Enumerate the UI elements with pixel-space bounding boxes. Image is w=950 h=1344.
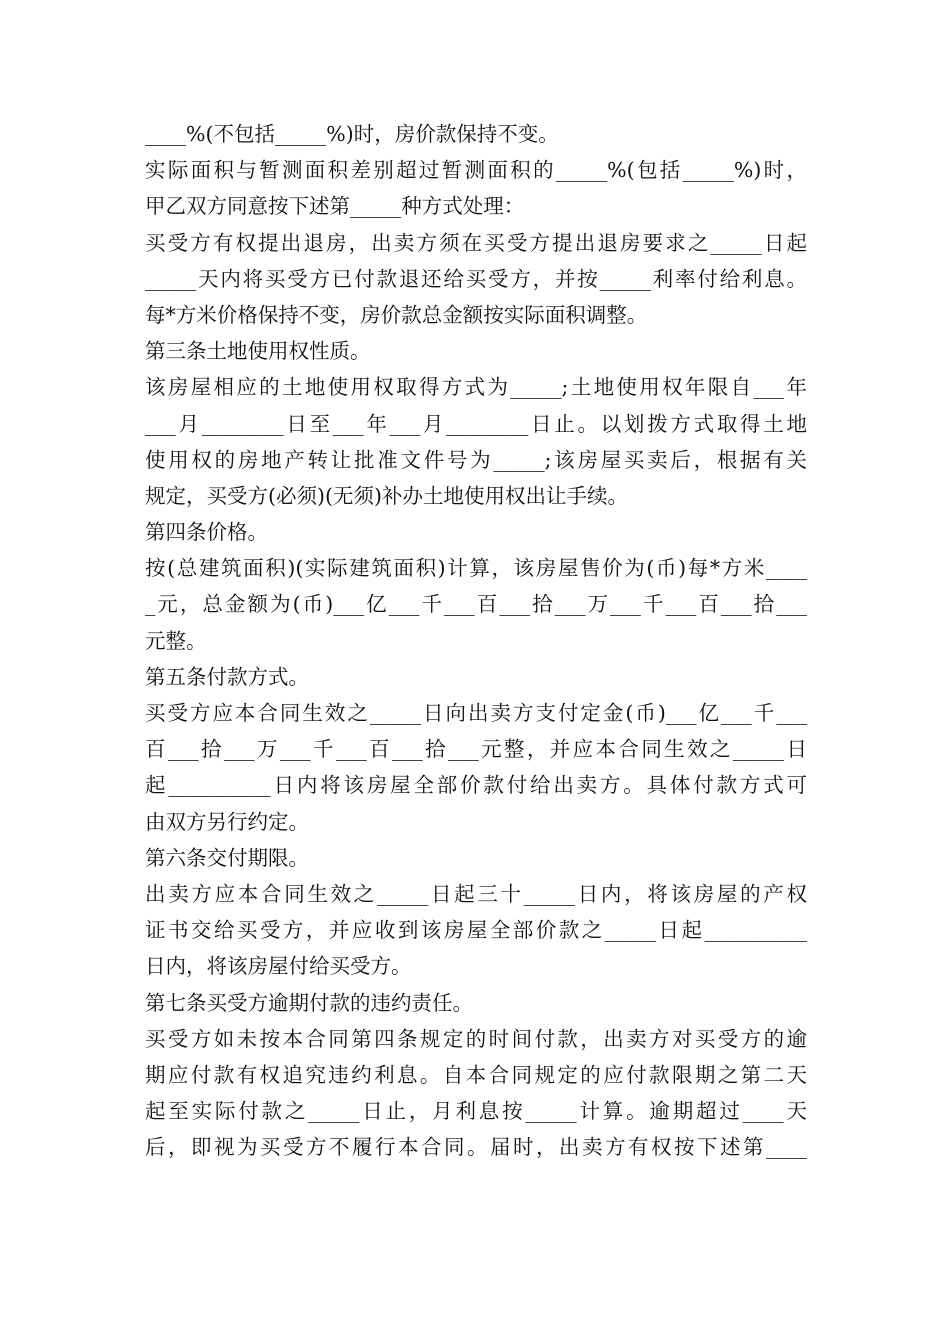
text-line-24: 日内，将该房屋付给买受方。 xyxy=(145,954,412,979)
text-line-13: 按(总建筑面积)(实际建筑面积)计算，该房屋售价为(币)每*方米____ xyxy=(145,556,807,581)
text-line-28: 起至实际付款之_____日止，月利息按_____计算。逾期超过____天 xyxy=(145,1099,807,1124)
text-line-19: 起__________日内将该房屋全部价款付给出卖方。具体付款方式可 xyxy=(145,773,807,798)
text-line-10: 使用权的房地产转让批准文件号为_____;该房屋买卖后，根据有关 xyxy=(145,447,807,472)
section-heading-article-5: 第五条付款方式。 xyxy=(145,664,309,689)
text-line-11: 规定，买受方(必须)(无须)补办土地使用权出让手续。 xyxy=(145,483,628,508)
text-line-14: _元，总金额为(币)___亿___千___百___拾___万___千___百___拾___ xyxy=(145,592,807,617)
text-line-17: 买受方应本合同生效之_____日向出卖方支付定金(币)___亿___千___ xyxy=(145,701,807,725)
text-line-20: 由双方另行约定。 xyxy=(145,809,309,834)
text-line-22: 出卖方应本合同生效之_____日起三十_____日内，将该房屋的产权 xyxy=(145,881,807,906)
document-body xyxy=(145,116,807,1165)
text-line-6: 每*方米价格保持不变，房价款总金额按实际面积调整。 xyxy=(145,302,648,327)
text-line-29: 后，即视为买受方不履行本合同。届时，出卖方有权按下述第____ xyxy=(145,1135,807,1160)
text-line-4: 买受方有权提出退房，出卖方须在买受方提出退房要求之_____日起 xyxy=(145,230,807,255)
text-line-3: 甲乙双方同意按下述第_____种方式处理： xyxy=(145,194,525,219)
text-line-18: 百___拾___万___千___百___拾___元整，并应本合同生效之_____日 xyxy=(145,737,807,762)
text-line-27: 期应付款有权追究违约利息。自本合同规定的应付款限期之第二天 xyxy=(145,1062,807,1087)
text-line-8: 该房屋相应的土地使用权取得方式为_____;土地使用权年限自___年 xyxy=(145,375,807,400)
section-heading-article-6: 第六条交付期限。 xyxy=(145,845,309,870)
section-heading-article-7: 第七条买受方逾期付款的违约责任。 xyxy=(145,990,473,1015)
section-heading-article-4: 第四条价格。 xyxy=(145,520,268,545)
text-line-23: 证书交给买受方，并应收到该房屋全部价款之_____日起__________ xyxy=(145,918,807,943)
text-line-15: 元整。 xyxy=(145,628,207,653)
text-line-5: _____天内将买受方已付款退还给买受方，并按_____利率付给利息。 xyxy=(145,266,807,291)
text-line-2: 实际面积与暂测面积差别超过暂测面积的_____%(包括_____%)时， xyxy=(145,158,807,183)
text-line-9: ___月________日至___年___月________日止。以划拨方式取得土地 xyxy=(145,411,807,436)
text-line-1: ____%(不包括_____%)时，房价款保持不变。 xyxy=(145,122,559,146)
section-heading-article-3: 第三条土地使用权性质。 xyxy=(145,339,371,364)
text-line-26: 买受方如未按本合同第四条规定的时间付款，出卖方对买受方的逾 xyxy=(145,1026,807,1051)
